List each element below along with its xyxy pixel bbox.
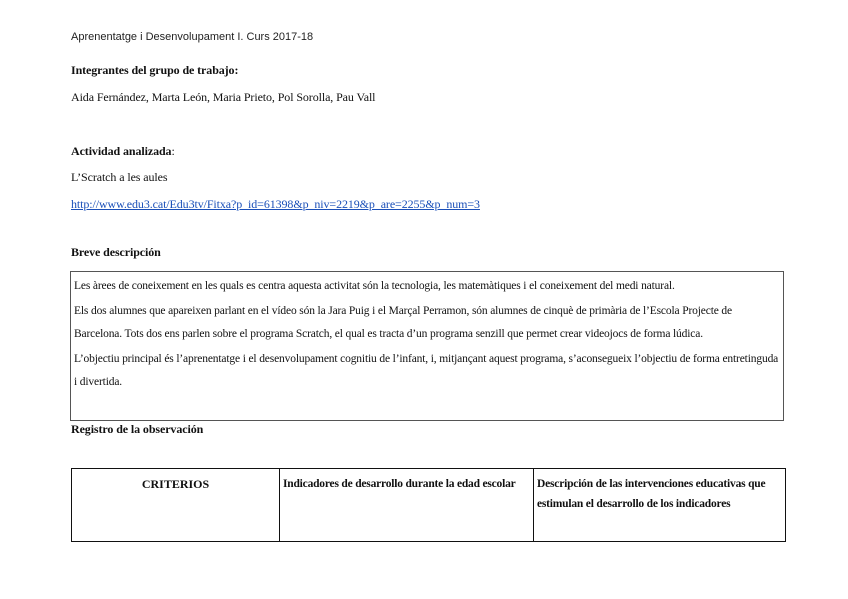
observation-label: Registro de la observación bbox=[71, 422, 204, 436]
activity-link[interactable]: http://www.edu3.cat/Edu3tv/Fitxa?p_id=61398&p_niv=2219&p_are=2255&p_num=3 bbox=[71, 197, 480, 211]
activity-colon: : bbox=[171, 144, 175, 158]
activity-title: L’Scratch a les aules bbox=[71, 170, 168, 184]
activity-heading bbox=[71, 144, 175, 159]
table-header-row bbox=[72, 469, 786, 542]
description-paragraph: Els dos alumnes que apareixen parlant en el vídeo són la Jara Puig i el Marçal Perramon, són alumnes de cinquè de primària de l’Escola Projecte de Barcelona. Tots dos ens parlen sobre el programa Scratch, el qual es tracta d’un programa senzill que permet crear videojocs de forma lúdica. bbox=[74, 305, 732, 340]
course-header: Aprenentatge i Desenvolupament I. Curs 2017-18 bbox=[71, 31, 314, 43]
column-header-criteria: CRITERIOS bbox=[72, 469, 280, 542]
observation-table bbox=[71, 468, 786, 542]
column-header-interventions: Descripción de las intervenciones educativas que estimulan el desarrollo de los indicadores bbox=[534, 469, 786, 542]
column-header-indicators: Indicadores de desarrollo durante la edad escolar bbox=[280, 469, 534, 542]
group-members: Aida Fernández, Marta León, Maria Prieto, Pol Sorolla, Pau Vall bbox=[71, 90, 376, 104]
description-label: Breve descripción bbox=[71, 245, 161, 259]
description-box bbox=[70, 271, 784, 421]
group-label: Integrantes del grupo de trabajo: bbox=[71, 63, 239, 77]
description-paragraph: L’objectiu principal és l’aprenentatge i el desenvolupament cognitiu de l’infant, i, mitjançant aquest programa, s’aconsegueix l’objectiu de forma entretinguda i divertida. bbox=[74, 353, 779, 388]
activity-label: Actividad analizada bbox=[71, 144, 172, 158]
description-paragraph: Les àrees de coneixement en les quals es centra aquesta activitat són la tecnologia, les matemàtiques i el coneixement del medi natural. bbox=[74, 280, 675, 292]
